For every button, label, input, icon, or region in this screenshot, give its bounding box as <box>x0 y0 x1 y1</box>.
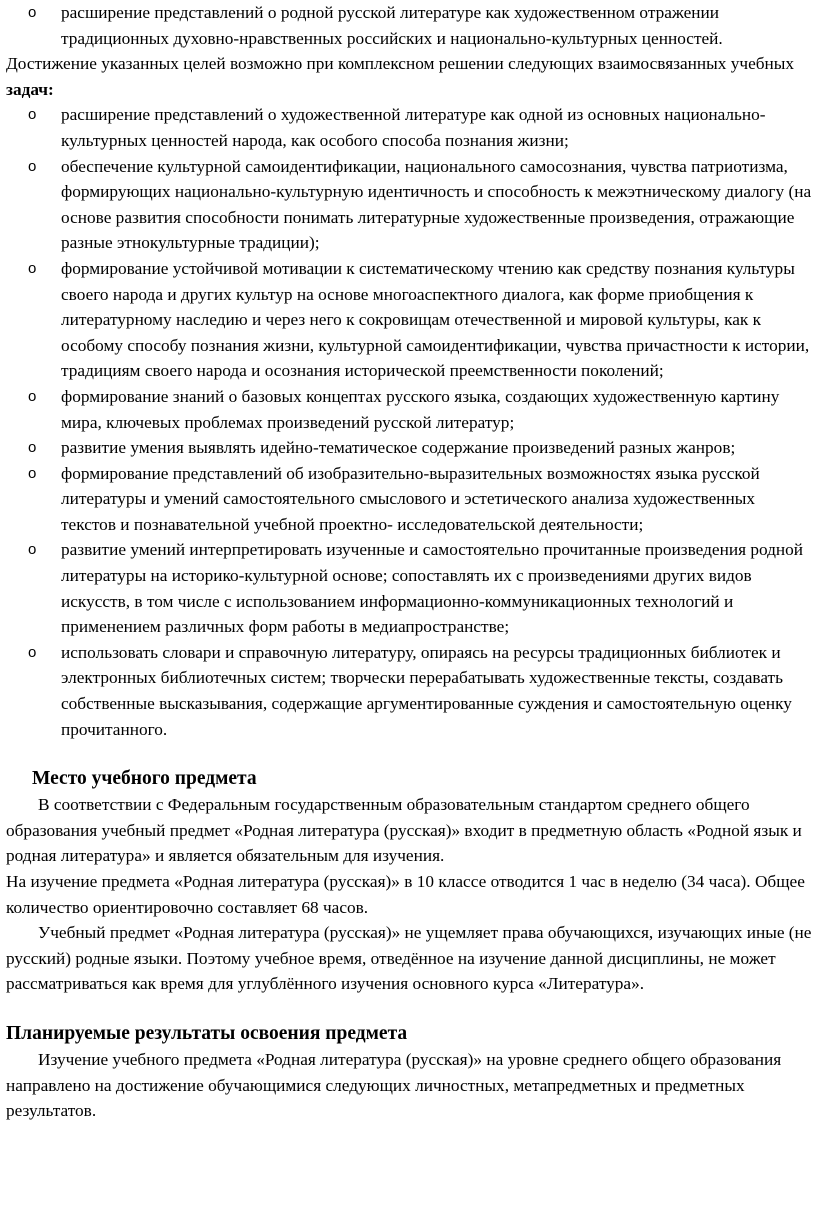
place-paragraph-1: В соответствии с Федеральным государственным образовательным стандартом среднего общего образования учебный предмет «Родная литература (русская)» входит в предметную область «Родной язык и родная литература» и является обязательным для изучения. <box>6 795 802 866</box>
list-item-text: расширение представлений о художественной литературе как одной из основных национально-культурных ценностей народа, как особого способа познания жизни; <box>61 105 766 150</box>
list-item <box>6 640 812 742</box>
intro-text: Достижение указанных целей возможно при комплексном решении следующих взаимосвязанных учебных <box>6 54 795 74</box>
bullet-marker: o <box>28 464 37 482</box>
bullet-marker: o <box>28 541 37 559</box>
place-paragraph-2: На изучение предмета «Родная литература (русская)» в 10 классе отводится 1 час в неделю (34 часа). Общее количество ориентировочно составляет 68 часов. <box>6 872 805 917</box>
bullet-marker: o <box>28 106 37 124</box>
list-item-text: формирование знаний о базовых концептах русского языка, создающих художественную картину мира, ключевых проблемах произведений русской литератур; <box>61 386 780 432</box>
list-item-text: развитие умения выявлять идейно-тематическое содержание произведений разных жанров; <box>61 438 736 458</box>
intro-paragraph <box>6 51 812 102</box>
list-item <box>6 435 812 461</box>
list-item-text: развитие умений интерпретировать изученные и самостоятельно прочитанные произведения родной литературы на историко-культурной основе; сопоставлять их с произведениями других видов искусств, в том числе с использованием информационно-коммуникационных технологий и применением различных форм работы в медиапространстве; <box>61 540 804 637</box>
bullet-marker: o <box>28 4 37 21</box>
bullet-marker: o <box>28 387 37 405</box>
bullet-marker: o <box>28 259 37 277</box>
list-item <box>6 537 812 639</box>
list-item <box>6 461 812 538</box>
bullet-marker: o <box>28 157 37 175</box>
intro-bold: задач: <box>6 79 54 99</box>
list-item-text: формирование устойчивой мотивации к систематическому чтению как средству познания культуры своего народа и других культур на основе многоаспектного диалога, как форме приобщения к литературному наследию и через него к сокровищам отечественной и мировой культуры, как к особому способу познания жизни, культурной самоидентификации, чувства причастности к истории, традициям своего народа и осознания исторической преемственности поколений; <box>61 258 810 381</box>
spacer <box>6 742 812 766</box>
list-item-text: использовать словари и справочную литературу, опираясь на ресурсы традиционных библиотек и электронных библиотечных систем; творчески перерабатывать художественные тексты, создавать собственные высказывания, содержащие аргументированные суждения и самостоятельную оценку прочитанного. <box>61 642 792 739</box>
bullet-marker: o <box>28 439 37 457</box>
list-item <box>6 384 812 435</box>
list-item <box>6 102 812 153</box>
bullet-marker: o <box>28 643 37 661</box>
results-paragraph-1: Изучение учебного предмета «Родная литература (русская)» на уровне среднего общего образования направлено на достижение обучающимися следующих личностных, метапредметных и предметных результатов. <box>6 1049 782 1121</box>
top-bullet-list <box>6 0 812 51</box>
section-heading-results: Планируемые результаты освоения предмета <box>6 1022 408 1044</box>
tasks-list <box>6 102 812 742</box>
list-item <box>6 0 812 51</box>
list-item-text: расширение представлений о родной русской литературе как художественном отражении традиционных духовно-нравственных российских и национально-культурных ценностей. <box>61 3 723 48</box>
section-heading-place: Место учебного предмета <box>32 768 257 790</box>
list-item-text: обеспечение культурной самоидентификации, национального самосознания, чувства патриотизма, формирующих национально-культурную идентичность и способность к межэтническому диалогу (на основе развития способности понимать литературные художественные произведения, отражающие разные этнокультурные традиции); <box>61 156 812 253</box>
list-item <box>6 154 812 256</box>
list-item <box>6 256 812 384</box>
place-paragraph-3: Учебный предмет «Родная литература (русская)» не ущемляет права обучающихся, изучающих иные (не русский) родные языки. Поэтому учебное время, отведённое на изучение данной дисциплины, не может рассматриваться как время для углублённого изучения основного курса «Литература». <box>6 923 812 994</box>
list-item-text: формирование представлений об изобразительно-выразительных возможностях языка русской литературы и умений самостоятельного смыслового и эстетического анализа художественных текстов и познавательной учебной проектно- исследовательской деятельности; <box>61 463 760 534</box>
spacer <box>6 997 812 1021</box>
